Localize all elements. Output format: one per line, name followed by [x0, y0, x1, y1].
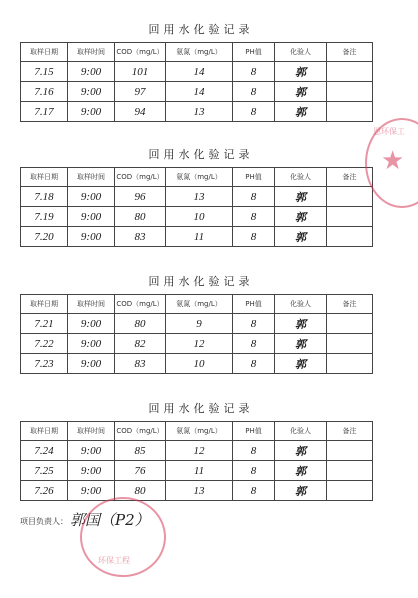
- cell-note: [327, 441, 373, 461]
- cell-ammonia: 13: [166, 102, 233, 122]
- header-date: 取样日期: [21, 295, 68, 314]
- section-title: 回用水化验记录: [148, 148, 254, 161]
- header-time: 取样时间: [68, 43, 115, 62]
- cell-tester: 郭: [275, 227, 327, 247]
- cell-time: 9:00: [68, 187, 115, 207]
- header-cod: COD（mg/L）: [115, 295, 166, 314]
- table-row: [21, 461, 373, 481]
- cell-time: 9:00: [68, 62, 115, 82]
- cell-time: 9:00: [68, 334, 115, 354]
- cell-time: 9:00: [68, 354, 115, 374]
- table-row: [21, 227, 373, 247]
- header-ph: PH值: [233, 43, 275, 62]
- cell-tester: 郭: [275, 207, 327, 227]
- cell-time: 9:00: [68, 314, 115, 334]
- header-note: 备注: [327, 295, 373, 314]
- cell-date: 7.24: [21, 441, 68, 461]
- cell-cod: 80: [115, 207, 166, 227]
- cell-cod: 82: [115, 334, 166, 354]
- cell-ammonia: 14: [166, 82, 233, 102]
- cell-tester: 郭: [275, 461, 327, 481]
- cell-ph: 8: [233, 207, 275, 227]
- cell-cod: 76: [115, 461, 166, 481]
- cell-date: 7.19: [21, 207, 68, 227]
- star-icon: ★: [381, 146, 405, 176]
- cell-tester: 郭: [275, 354, 327, 374]
- header-time: 取样时间: [68, 168, 115, 187]
- cell-note: [327, 334, 373, 354]
- cell-cod: 96: [115, 187, 166, 207]
- cell-ph: 8: [233, 102, 275, 122]
- cell-cod: 80: [115, 314, 166, 334]
- cell-note: [327, 314, 373, 334]
- cell-time: 9:00: [68, 102, 115, 122]
- seal-text: 环保工程: [98, 556, 130, 565]
- header-ammonia: 氨氮（mg/L）: [166, 43, 233, 62]
- cell-ammonia: 11: [166, 461, 233, 481]
- project-leader-label: 项目负责人：: [20, 517, 68, 526]
- header-note: 备注: [327, 43, 373, 62]
- header-ammonia: 氨氮（mg/L）: [166, 422, 233, 441]
- cell-cod: 83: [115, 354, 166, 374]
- cell-date: 7.23: [21, 354, 68, 374]
- header-date: 取样日期: [21, 422, 68, 441]
- cell-note: [327, 62, 373, 82]
- section-title: 回用水化验记录: [148, 275, 254, 288]
- cell-ammonia: 12: [166, 441, 233, 461]
- cell-ph: 8: [233, 62, 275, 82]
- cell-date: 7.15: [21, 62, 68, 82]
- record-table: [20, 421, 373, 501]
- cell-date: 7.26: [21, 481, 68, 501]
- table-row: [21, 334, 373, 354]
- header-ammonia: 氨氮（mg/L）: [166, 168, 233, 187]
- cell-ammonia: 10: [166, 207, 233, 227]
- cell-date: 7.25: [21, 461, 68, 481]
- cell-note: [327, 354, 373, 374]
- header-cod: COD（mg/L）: [115, 43, 166, 62]
- table-row: [21, 481, 373, 501]
- header-row: [21, 168, 373, 187]
- cell-date: 7.17: [21, 102, 68, 122]
- cell-ammonia: 10: [166, 354, 233, 374]
- cell-ph: 8: [233, 334, 275, 354]
- record-section-2: [20, 148, 372, 247]
- header-tester: 化验人: [275, 295, 327, 314]
- cell-tester: 郭: [275, 314, 327, 334]
- cell-note: [327, 207, 373, 227]
- cell-tester: 郭: [275, 441, 327, 461]
- cell-cod: 80: [115, 481, 166, 501]
- project-leader-signature: 郭国（P2）: [70, 511, 150, 529]
- cell-date: 7.18: [21, 187, 68, 207]
- header-ammonia: 氨氮（mg/L）: [166, 295, 233, 314]
- cell-time: 9:00: [68, 441, 115, 461]
- cell-date: 7.20: [21, 227, 68, 247]
- header-note: 备注: [327, 168, 373, 187]
- section-title: 回用水化验记录: [148, 23, 254, 36]
- header-date: 取样日期: [21, 168, 68, 187]
- table-row: [21, 314, 373, 334]
- cell-date: 7.21: [21, 314, 68, 334]
- record-section-1: [20, 23, 372, 122]
- cell-ammonia: 14: [166, 62, 233, 82]
- header-time: 取样时间: [68, 422, 115, 441]
- cell-note: [327, 227, 373, 247]
- cell-ammonia: 12: [166, 334, 233, 354]
- table-row: [21, 62, 373, 82]
- cell-time: 9:00: [68, 481, 115, 501]
- table-row: [21, 102, 373, 122]
- header-time: 取样时间: [68, 295, 115, 314]
- cell-ammonia: 9: [166, 314, 233, 334]
- header-row: [21, 422, 373, 441]
- header-date: 取样日期: [21, 43, 68, 62]
- cell-cod: 85: [115, 441, 166, 461]
- header-row: [21, 43, 373, 62]
- header-tester: 化验人: [275, 43, 327, 62]
- header-tester: 化验人: [275, 422, 327, 441]
- cell-ph: 8: [233, 481, 275, 501]
- cell-ph: 8: [233, 82, 275, 102]
- cell-date: 7.22: [21, 334, 68, 354]
- cell-date: 7.16: [21, 82, 68, 102]
- cell-tester: 郭: [275, 102, 327, 122]
- header-row: [21, 295, 373, 314]
- cell-note: [327, 187, 373, 207]
- cell-ph: 8: [233, 227, 275, 247]
- table-row: [21, 441, 373, 461]
- cell-note: [327, 82, 373, 102]
- cell-time: 9:00: [68, 207, 115, 227]
- record-section-4: [20, 402, 372, 501]
- cell-cod: 83: [115, 227, 166, 247]
- table-row: [21, 187, 373, 207]
- cell-cod: 101: [115, 62, 166, 82]
- header-note: 备注: [327, 422, 373, 441]
- cell-tester: 郭: [275, 481, 327, 501]
- company-seal-stamp-bottom: [80, 497, 166, 577]
- cell-tester: 郭: [275, 82, 327, 102]
- cell-ph: 8: [233, 441, 275, 461]
- cell-ammonia: 13: [166, 187, 233, 207]
- header-tester: 化验人: [275, 168, 327, 187]
- cell-ph: 8: [233, 354, 275, 374]
- cell-time: 9:00: [68, 227, 115, 247]
- cell-ammonia: 13: [166, 481, 233, 501]
- cell-ph: 8: [233, 187, 275, 207]
- cell-ammonia: 11: [166, 227, 233, 247]
- record-table: [20, 167, 373, 247]
- cell-ph: 8: [233, 314, 275, 334]
- header-cod: COD（mg/L）: [115, 168, 166, 187]
- cell-time: 9:00: [68, 82, 115, 102]
- cell-note: [327, 481, 373, 501]
- cell-ph: 8: [233, 461, 275, 481]
- record-table: [20, 42, 373, 122]
- cell-note: [327, 102, 373, 122]
- cell-cod: 94: [115, 102, 166, 122]
- record-table: [20, 294, 373, 374]
- cell-time: 9:00: [68, 461, 115, 481]
- cell-cod: 97: [115, 82, 166, 102]
- header-ph: PH值: [233, 422, 275, 441]
- header-ph: PH值: [233, 168, 275, 187]
- table-row: [21, 354, 373, 374]
- cell-tester: 郭: [275, 334, 327, 354]
- cell-tester: 郭: [275, 62, 327, 82]
- section-title: 回用水化验记录: [148, 402, 254, 415]
- table-row: [21, 82, 373, 102]
- cell-note: [327, 461, 373, 481]
- seal-text: 恩环保工: [373, 127, 405, 136]
- header-ph: PH值: [233, 295, 275, 314]
- cell-tester: 郭: [275, 187, 327, 207]
- header-cod: COD（mg/L）: [115, 422, 166, 441]
- table-row: [21, 207, 373, 227]
- record-section-3: [20, 275, 372, 374]
